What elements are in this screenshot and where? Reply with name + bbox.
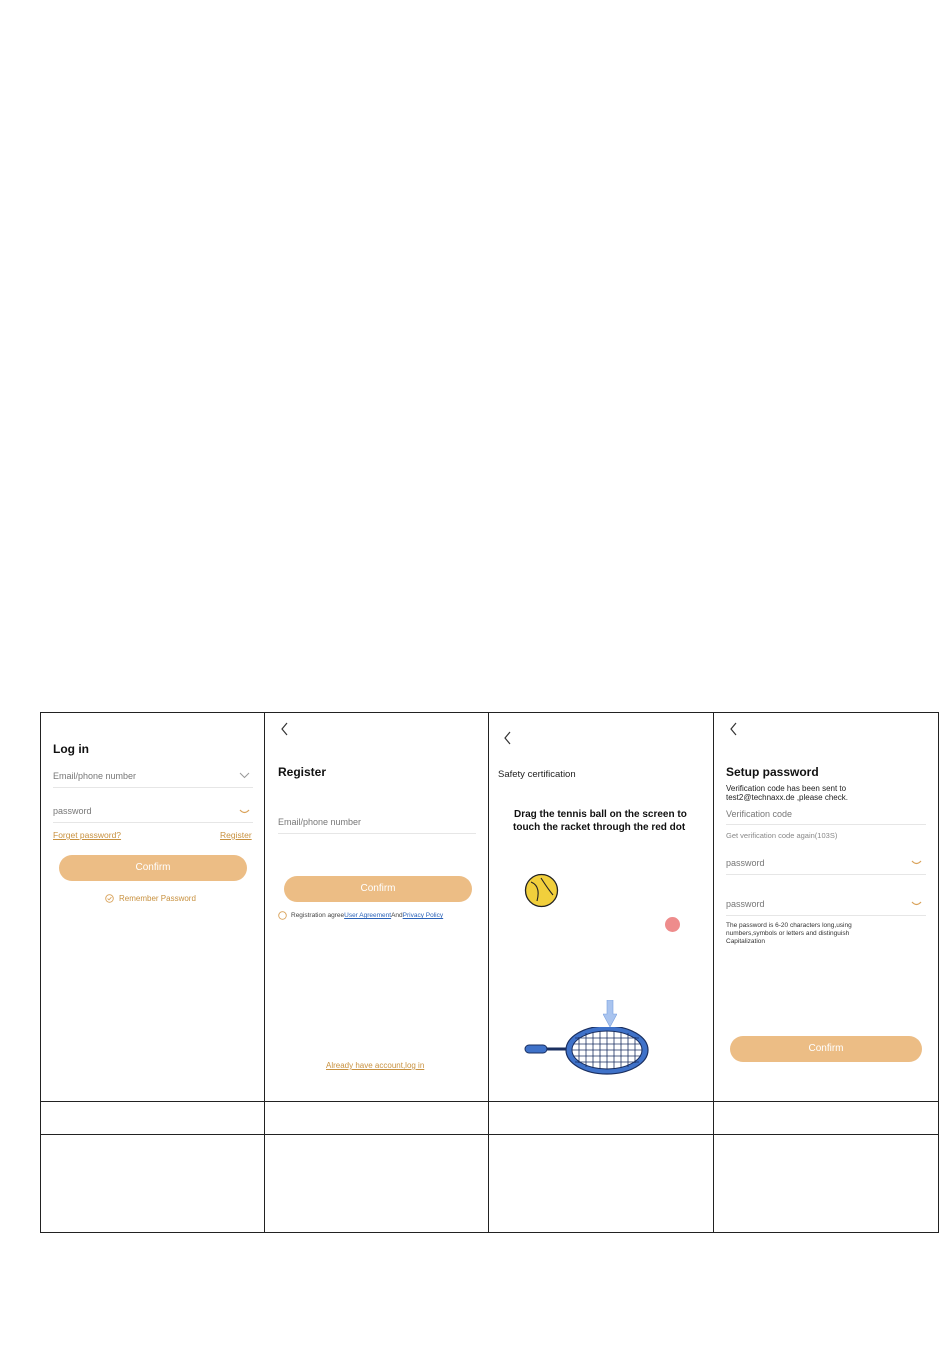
table-border: [40, 1101, 939, 1102]
forget-password-link[interactable]: Forget password?: [53, 830, 122, 840]
back-arrow-icon[interactable]: [503, 731, 512, 745]
back-arrow-icon[interactable]: [729, 722, 738, 736]
remember-password-label[interactable]: Remember Password: [119, 894, 196, 903]
table-border: [713, 712, 714, 1233]
page-title: Log in: [53, 742, 89, 756]
screenshot-table: [40, 712, 939, 1233]
check-circle-icon[interactable]: [105, 894, 114, 903]
table-border: [40, 1232, 939, 1233]
eye-closed-icon[interactable]: [911, 860, 922, 866]
tennis-ball-icon[interactable]: [524, 873, 559, 908]
register-screen: [265, 713, 488, 1101]
resend-code-link[interactable]: Get verification code again(103S): [726, 831, 838, 840]
confirm-button[interactable]: Confirm: [59, 855, 247, 881]
instruction-line-2: touch the racket through the red dot: [513, 822, 686, 833]
table-border: [40, 1134, 939, 1135]
page-title: Setup password: [726, 765, 819, 779]
table-border: [938, 712, 939, 1233]
password-rules-line-2: numbers,symbols or letters and distinguish: [726, 930, 850, 937]
password-field[interactable]: password: [53, 806, 92, 816]
agree-prefix: Registration agree: [291, 912, 345, 919]
page-title: Safety certification: [498, 769, 576, 780]
down-arrow-icon: [603, 1000, 617, 1028]
email-field[interactable]: Email/phone number: [53, 771, 137, 781]
agree-radio[interactable]: [278, 911, 287, 920]
password-rules-line-3: Capitalization: [726, 938, 766, 945]
eye-closed-icon[interactable]: [239, 809, 250, 815]
safety-screen: [489, 713, 713, 1101]
divider: [726, 874, 926, 875]
racket-icon: [523, 1027, 651, 1079]
table-border: [488, 712, 489, 1233]
already-have-account-link[interactable]: Already have account,log in: [326, 1061, 425, 1070]
privacy-policy-link[interactable]: Privacy Policy: [402, 912, 444, 919]
divider: [726, 824, 926, 825]
password-rules-line-1: The password is 6-20 characters long,using: [726, 922, 852, 929]
red-dot-target: [665, 917, 680, 932]
setup-password-screen: [714, 713, 938, 1101]
confirm-button[interactable]: Confirm: [284, 876, 472, 902]
eye-closed-icon[interactable]: [911, 901, 922, 907]
chevron-down-icon[interactable]: [239, 772, 250, 779]
divider: [726, 915, 926, 916]
email-field[interactable]: Email/phone number: [278, 817, 362, 827]
agreement-text: [291, 912, 443, 919]
confirm-password-field[interactable]: password: [726, 899, 765, 909]
code-sent-line-2: test2@technaxx.de ,please check.: [726, 793, 848, 802]
register-link[interactable]: Register: [220, 830, 252, 840]
divider: [278, 833, 476, 834]
instruction-line-1: Drag the tennis ball on the screen to: [514, 809, 687, 820]
password-field[interactable]: password: [726, 858, 765, 868]
divider: [53, 822, 253, 823]
login-screen: [41, 713, 264, 1101]
code-sent-line-1: Verification code has been sent to: [726, 784, 847, 793]
user-agreement-link[interactable]: User Agreement: [344, 912, 392, 919]
confirm-button[interactable]: Confirm: [730, 1036, 922, 1062]
table-border: [40, 712, 41, 1233]
table-border: [40, 712, 939, 713]
verification-code-field[interactable]: Verification code: [726, 809, 793, 819]
password-rules: [726, 922, 852, 946]
divider: [53, 787, 253, 788]
page-title: Register: [278, 765, 327, 779]
table-border: [264, 712, 265, 1233]
back-arrow-icon[interactable]: [280, 722, 289, 736]
and-text: And: [391, 912, 403, 919]
